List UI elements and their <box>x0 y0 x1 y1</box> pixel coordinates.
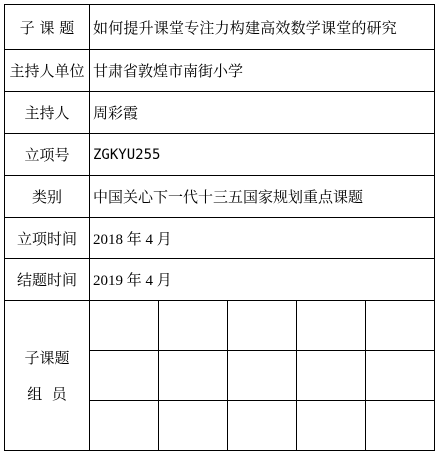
row-start-date <box>5 218 435 259</box>
member-cell <box>159 401 228 451</box>
host-label: 主持人 <box>5 92 90 134</box>
row-category <box>5 176 435 218</box>
project-info-table <box>4 4 435 451</box>
start-date-label: 立项时间 <box>5 218 90 259</box>
row-host <box>5 92 435 134</box>
member-cell <box>159 301 228 351</box>
member-cell <box>90 401 159 451</box>
members-label-line2: 组 员 <box>27 384 67 403</box>
member-cell <box>159 351 228 401</box>
members-label <box>5 301 90 451</box>
host-unit-value: 甘肃省敦煌市南街小学 <box>90 50 435 92</box>
project-number-value: ZGKYU255 <box>90 134 435 176</box>
member-cell <box>366 351 435 401</box>
host-unit-label: 主持人单位 <box>5 50 90 92</box>
member-cell <box>90 301 159 351</box>
host-value: 周彩霞 <box>90 92 435 134</box>
row-end-date <box>5 259 435 301</box>
member-cell <box>228 351 297 401</box>
member-cell <box>228 301 297 351</box>
member-cell <box>228 401 297 451</box>
category-value: 中国关心下一代十三五国家规划重点课题 <box>90 176 435 218</box>
subject-label: 子 课 题 <box>5 5 90 50</box>
member-cell <box>90 351 159 401</box>
member-cell <box>297 351 366 401</box>
member-cell <box>297 301 366 351</box>
member-cell <box>366 401 435 451</box>
members-label-line1: 子课题 <box>24 348 70 367</box>
project-number-label: 立项号 <box>5 134 90 176</box>
category-label: 类别 <box>5 176 90 218</box>
row-host-unit <box>5 50 435 92</box>
members-row <box>5 301 435 351</box>
end-date-value: 2019 年 4 月 <box>90 259 435 301</box>
start-date-value: 2018 年 4 月 <box>90 218 435 259</box>
row-project-number <box>5 134 435 176</box>
row-subject <box>5 5 435 50</box>
end-date-label: 结题时间 <box>5 259 90 301</box>
member-cell <box>366 301 435 351</box>
subject-value: 如何提升课堂专注力构建高效数学课堂的研究 <box>90 5 435 50</box>
member-cell <box>297 401 366 451</box>
